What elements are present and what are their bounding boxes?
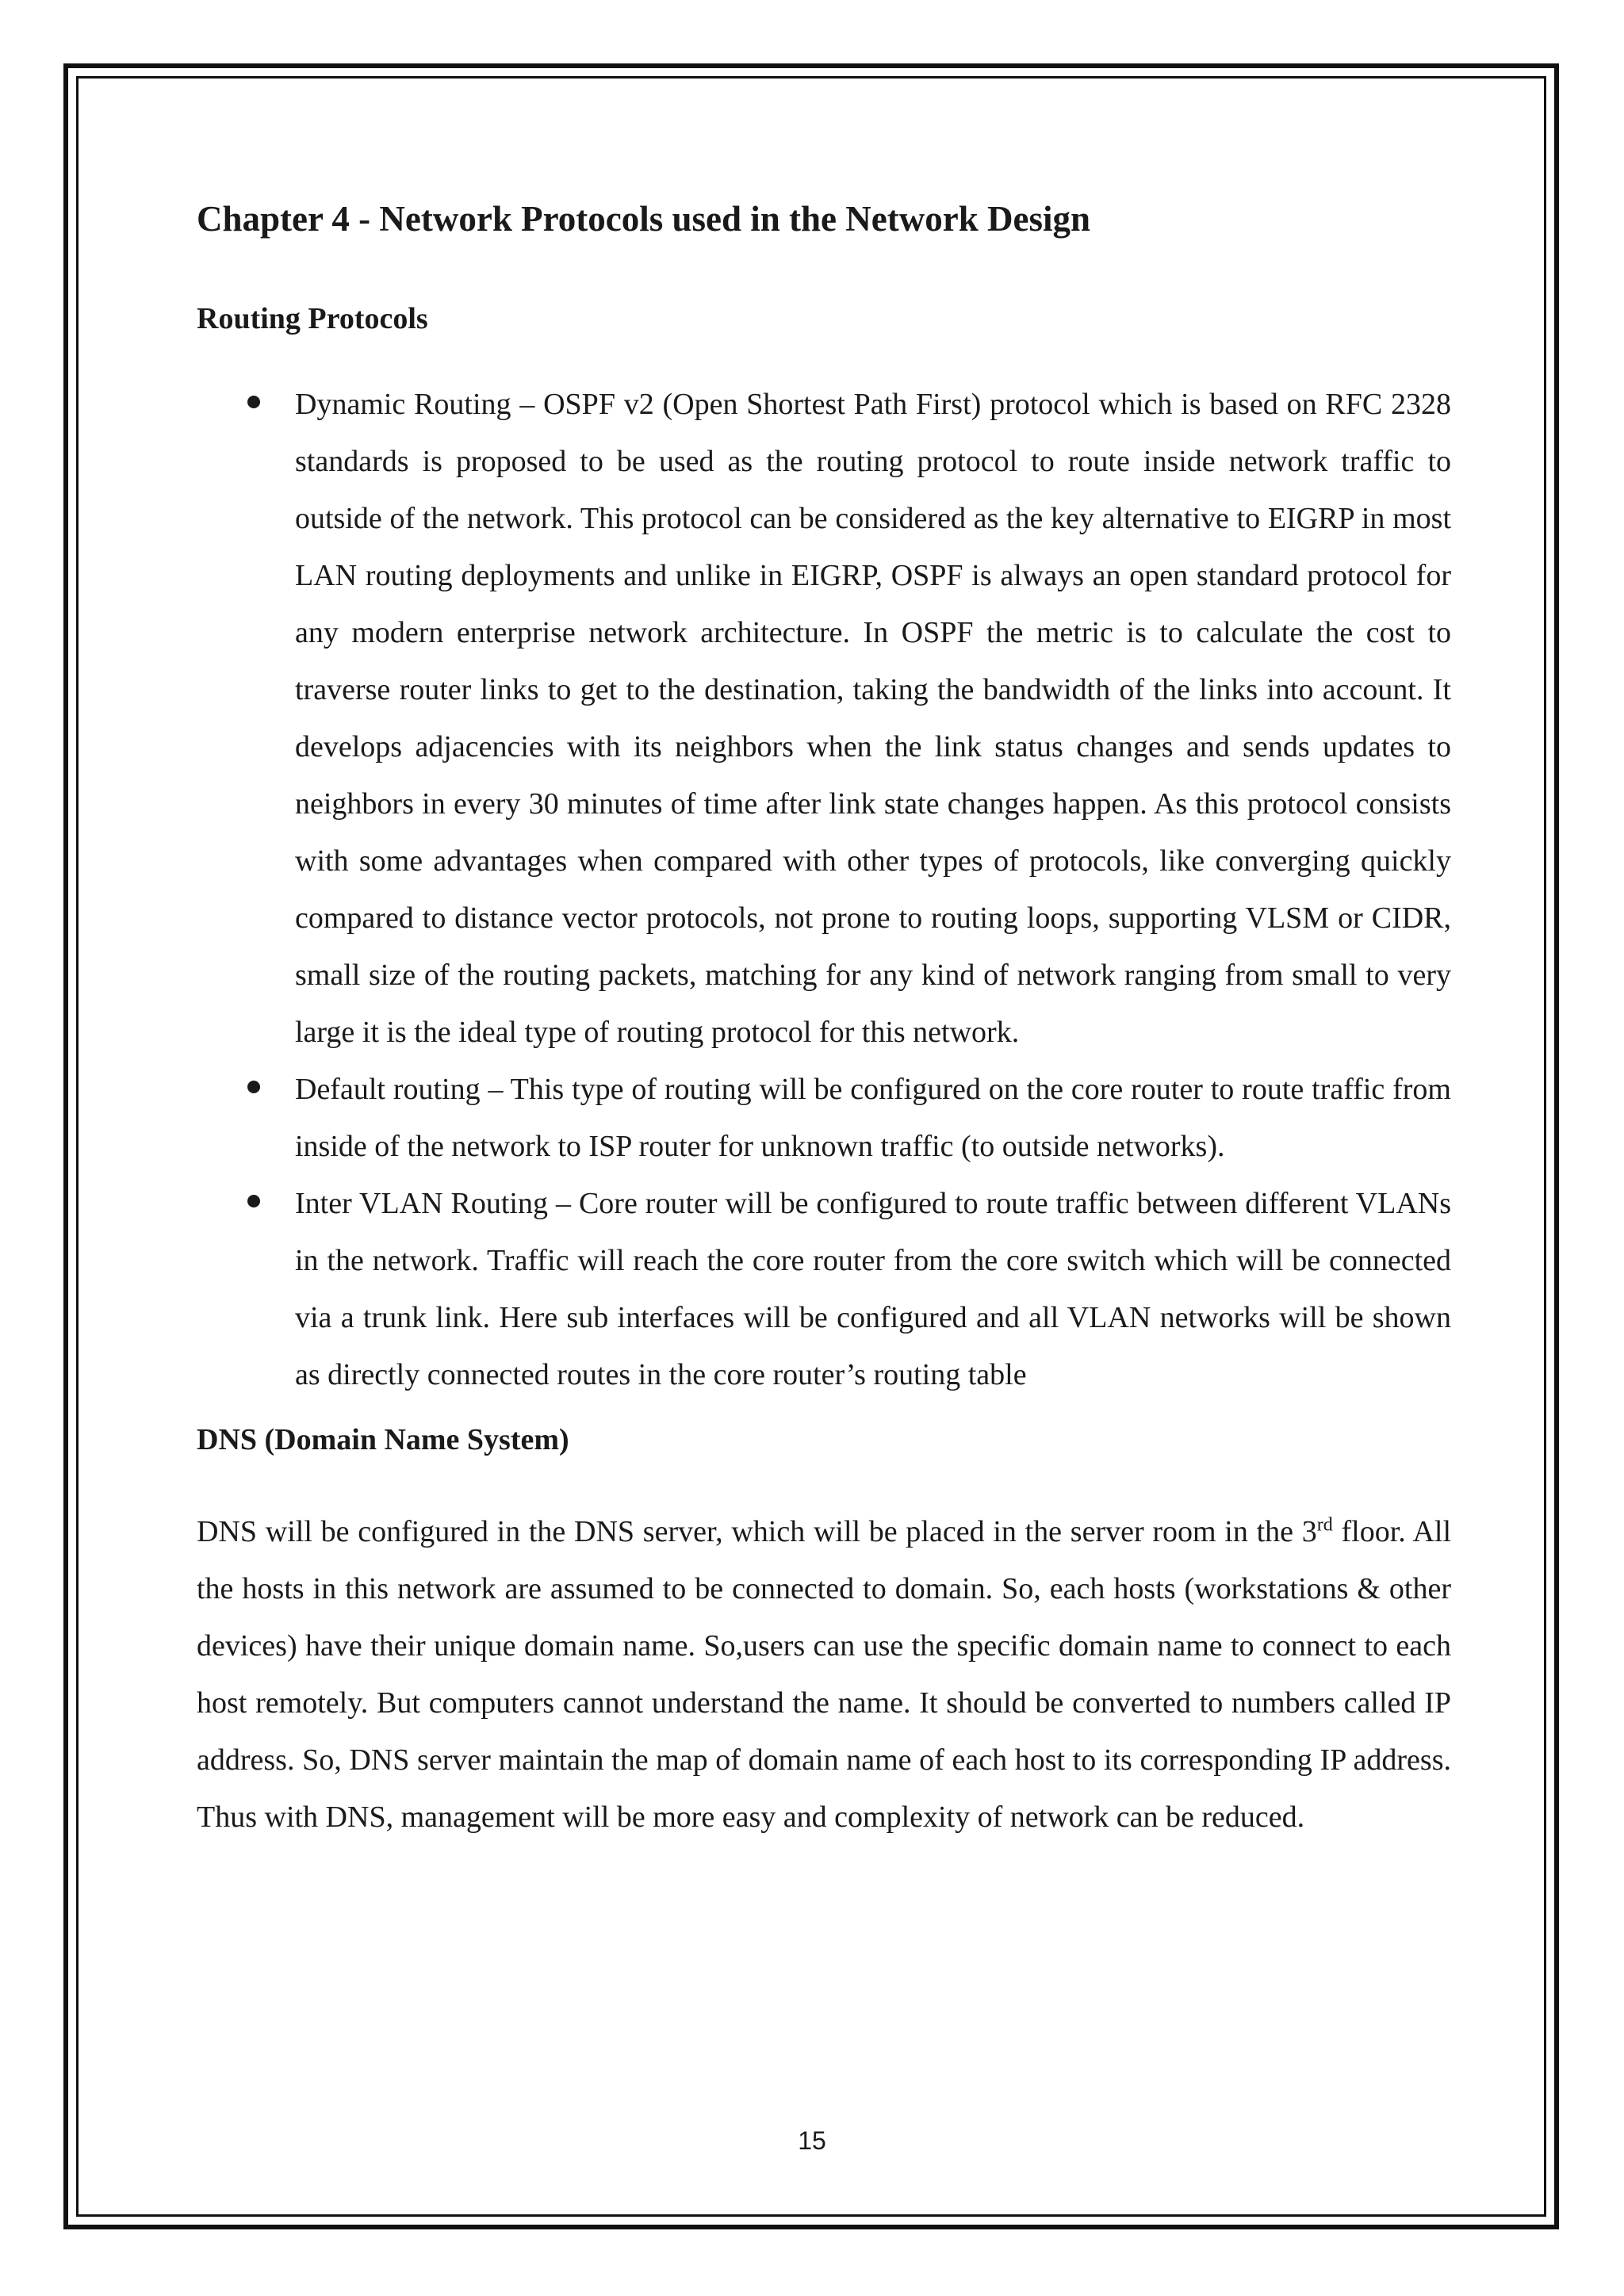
- dns-paragraph-superscript: rd: [1316, 1514, 1333, 1536]
- chapter-title: Chapter 4 - Network Protocols used in the Network Design: [197, 199, 1090, 239]
- dns-paragraph-end: floor. All the hosts in this network are assumed to be connected to domain. So, each hosts (workstations & other devices) have their unique domain name. So,users can use the specific domain name to connect to each host remotely. But computers cannot understand the name. It should be converted to numbers called IP address. So, DNS server maintain the map of domain name of each host to its corresponding IP address. Thus with DNS, management will be more easy and complexity of network can be reduced.: [197, 1515, 1451, 1834]
- bullet-text-default-routing: Default routing – This type of routing will be configured on the core router to route traffic from inside of the network to ISP router for unknown traffic (to outside networks).: [295, 1073, 1451, 1163]
- dns-paragraph: [197, 1503, 1451, 1846]
- list-item: [197, 1175, 1451, 1403]
- dns-paragraph-start: DNS will be configured in the DNS server, which will be placed in the server room in the 3: [197, 1515, 1317, 1548]
- bullet-icon: [247, 1195, 260, 1207]
- page-number: 15: [798, 2126, 826, 2155]
- list-item: [197, 376, 1451, 1061]
- routing-protocols-heading: Routing Protocols: [197, 302, 428, 335]
- bullet-text-dynamic-routing: Dynamic Routing – OSPF v2 (Open Shortest Path First) protocol which is based on RFC 2328 standards is proposed to be used as the routing protocol to route inside network traffic to outside of the network. This protocol can be considered as the key alternative to EIGRP in most LAN routing deployments and unlike in EIGRP, OSPF is always an open standard protocol for any modern enterprise network architecture. In OSPF the metric is to calculate the cost to traverse router links to get to the destination, taking the bandwidth of the links into account. It develops adjacencies with its neighbors when the link status changes and sends updates to neighbors in every 30 minutes of time after link state changes happen. As this protocol consists with some advantages when compared with other types of protocols, like converging quickly compared to distance vector protocols, not prone to routing loops, supporting VLSM or CIDR, small size of the routing packets, matching for any kind of network ranging from small to very large it is the ideal type of routing protocol for this network.: [295, 388, 1451, 1049]
- list-item: [197, 1061, 1451, 1175]
- page-content: [197, 190, 1451, 1846]
- routing-bullet-list: [197, 376, 1451, 1403]
- bullet-icon: [247, 396, 260, 408]
- bullet-icon: [247, 1081, 260, 1093]
- dns-heading: DNS (Domain Name System): [197, 1423, 569, 1456]
- bullet-text-inter-vlan-routing: Inter VLAN Routing – Core router will be configured to route traffic between different VLANs in the network. Traffic will reach the core router from the core switch which will be connected via a trunk link. Here sub interfaces will be configured and all VLAN networks will be shown as directly connected routes in the core router’s routing table: [295, 1187, 1451, 1391]
